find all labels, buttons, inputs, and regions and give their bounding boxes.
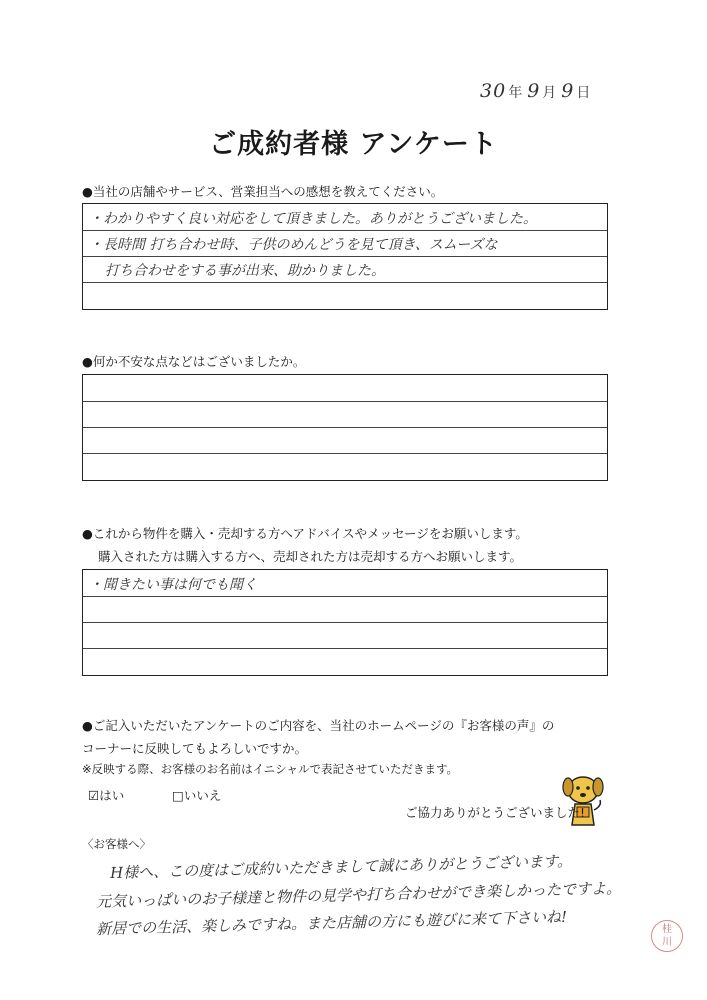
ruled-line bbox=[83, 282, 607, 283]
thanks-message: ご協力ありがとうございました! bbox=[405, 805, 586, 820]
reply-line: 元気いっぱいのお子様達と物件の見学や打ち合わせができ楽しかったですよ。 bbox=[95, 879, 622, 911]
ruled-line bbox=[83, 622, 607, 623]
consent-no-option[interactable] bbox=[172, 786, 221, 804]
consent-yes-label: はい bbox=[99, 788, 125, 803]
consent-no-label: いいえ bbox=[183, 788, 222, 803]
ruled-line bbox=[83, 401, 607, 402]
date-year-unit: 年 bbox=[508, 85, 524, 101]
date-day-unit: 日 bbox=[576, 85, 592, 101]
question-3-label: ●これから物件を購入・売却する方へアドバイスやメッセージをお願いします。 bbox=[82, 526, 528, 541]
consent-yes-option[interactable] bbox=[88, 786, 124, 804]
checkbox-checked-icon[interactable]: ☑ bbox=[88, 788, 100, 803]
stamp-char: 桂 bbox=[662, 924, 672, 935]
reply-line: H様へ、この度はご成約いただきまして誠にありがとうございます。 bbox=[109, 851, 573, 883]
reply-heading: 〈お客様へ〉 bbox=[82, 837, 151, 851]
date-year: 30 bbox=[480, 80, 507, 102]
ruled-line bbox=[83, 230, 607, 231]
reply-line: 新居での生活、楽しみですね。また店舗の方にも遊びに来て下さいね! bbox=[95, 907, 568, 939]
question-1-label: ●当社の店舗やサービス、営業担当への感想を教えてください。 bbox=[82, 184, 444, 199]
question-3-answer-box bbox=[82, 569, 608, 676]
stamp-char: 川 bbox=[662, 937, 672, 948]
date-day: 9 bbox=[561, 80, 575, 102]
question-1-answer-box bbox=[82, 203, 608, 310]
handwritten-date bbox=[480, 80, 595, 102]
answer-line: ・聞きたい事は何でも聞く bbox=[89, 577, 257, 593]
ruled-line bbox=[83, 453, 607, 454]
page-title: ご成約者様 アンケート bbox=[209, 129, 498, 160]
date-month: 9 bbox=[527, 80, 541, 102]
consent-note: ※反映する際、お客様のお名前はイニシャルで表記させていただきます。 bbox=[82, 762, 459, 776]
ruled-line bbox=[83, 427, 607, 428]
answer-line: 打ち合わせをする事が出来、助かりました。 bbox=[105, 263, 385, 279]
consent-question-line2: コーナーに反映してもよろしいですか。 bbox=[82, 741, 308, 756]
ruled-line bbox=[83, 648, 607, 649]
question-2-label: ●何か不安な点などはございましたか。 bbox=[82, 354, 306, 369]
answer-line: ・長時間 打ち合わせ時、子供のめんどうを見て頂き、スムーズな bbox=[89, 237, 498, 253]
ruled-line bbox=[83, 596, 607, 597]
mascot-dog-icon bbox=[558, 770, 608, 830]
question-2-answer-box bbox=[82, 374, 608, 481]
answer-line: ・わかりやすく良い対応をして頂きました。ありがとうございました。 bbox=[89, 211, 537, 227]
date-month-unit: 月 bbox=[542, 85, 558, 101]
name-seal-stamp bbox=[651, 920, 683, 952]
checkbox-icon[interactable]: □ bbox=[172, 788, 184, 803]
ruled-line bbox=[83, 256, 607, 257]
consent-question-line1: ●ご記入いただいたアンケートのご内容を、当社のホームページの『お客様の声』の bbox=[82, 718, 555, 733]
question-3-sublabel: 購入された方は購入する方へ、売却された方は売却する方へお願いします。 bbox=[98, 549, 523, 564]
